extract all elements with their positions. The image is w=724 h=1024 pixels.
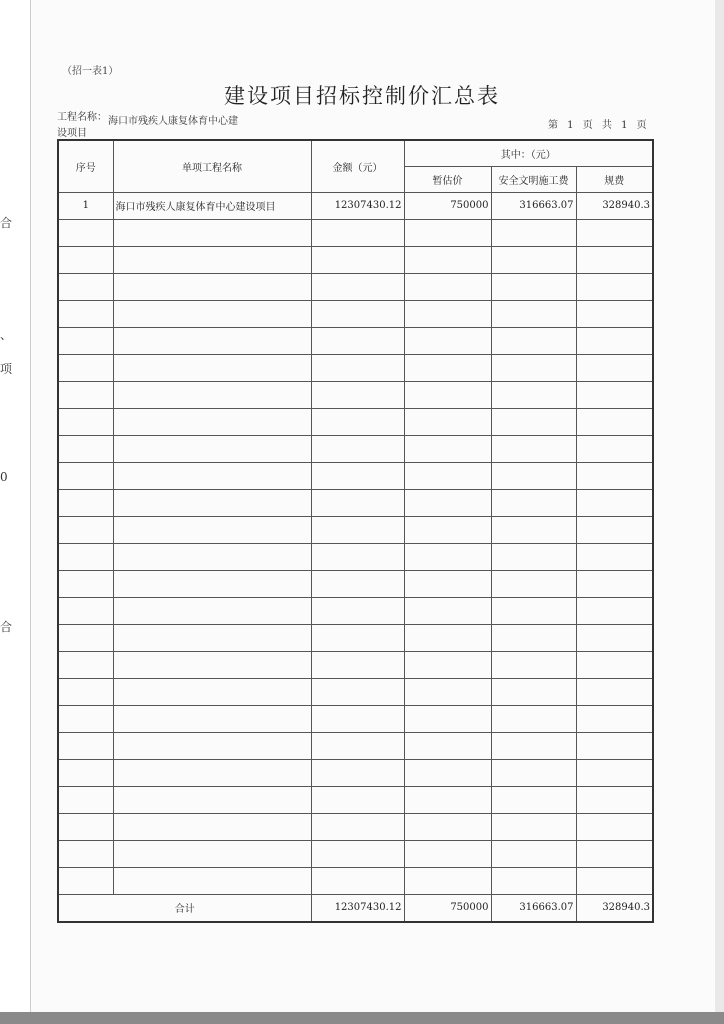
empty-table-row bbox=[58, 624, 653, 651]
empty-cell bbox=[491, 597, 576, 624]
empty-cell bbox=[311, 489, 404, 516]
empty-cell bbox=[113, 408, 311, 435]
edge-mark: 合 bbox=[0, 620, 13, 634]
empty-table-row bbox=[58, 732, 653, 759]
empty-cell bbox=[311, 840, 404, 867]
empty-table-row bbox=[58, 435, 653, 462]
empty-cell bbox=[113, 678, 311, 705]
empty-table-row bbox=[58, 300, 653, 327]
empty-cell bbox=[311, 651, 404, 678]
empty-table-row bbox=[58, 867, 653, 894]
empty-table-row bbox=[58, 813, 653, 840]
empty-table-row bbox=[58, 678, 653, 705]
empty-cell bbox=[58, 408, 113, 435]
empty-cell bbox=[404, 435, 491, 462]
empty-cell bbox=[58, 570, 113, 597]
empty-cell bbox=[576, 462, 653, 489]
empty-cell bbox=[491, 408, 576, 435]
empty-cell bbox=[58, 786, 113, 813]
total-safety: 316663.07 bbox=[491, 894, 576, 922]
empty-cell bbox=[491, 759, 576, 786]
empty-cell bbox=[113, 867, 311, 894]
empty-cell bbox=[576, 327, 653, 354]
empty-cell bbox=[113, 273, 311, 300]
edge-mark: 0 bbox=[0, 470, 8, 484]
empty-cell bbox=[113, 462, 311, 489]
empty-cell bbox=[113, 597, 311, 624]
empty-cell bbox=[58, 732, 113, 759]
empty-cell bbox=[491, 327, 576, 354]
empty-table-row bbox=[58, 489, 653, 516]
empty-cell bbox=[311, 867, 404, 894]
empty-cell bbox=[113, 759, 311, 786]
empty-cell bbox=[58, 300, 113, 327]
page-title: 建设项目招标控制价汇总表 bbox=[224, 84, 500, 108]
header-fees: 规费 bbox=[576, 166, 653, 192]
empty-cell bbox=[311, 678, 404, 705]
empty-cell bbox=[404, 219, 491, 246]
summary-table bbox=[57, 139, 654, 923]
empty-cell bbox=[58, 489, 113, 516]
empty-cell bbox=[113, 489, 311, 516]
empty-cell bbox=[58, 705, 113, 732]
empty-cell bbox=[404, 273, 491, 300]
empty-cell bbox=[576, 624, 653, 651]
empty-cell bbox=[404, 489, 491, 516]
empty-cell bbox=[113, 624, 311, 651]
empty-cell bbox=[404, 570, 491, 597]
empty-cell bbox=[404, 354, 491, 381]
page-counter: 第 1 页 共 1 页 bbox=[548, 120, 647, 131]
scan-bottom-edge bbox=[0, 1012, 724, 1024]
empty-cell bbox=[576, 651, 653, 678]
empty-table-row bbox=[58, 246, 653, 273]
empty-cell bbox=[404, 678, 491, 705]
empty-cell bbox=[404, 597, 491, 624]
empty-cell bbox=[113, 570, 311, 597]
empty-cell bbox=[576, 435, 653, 462]
empty-cell bbox=[113, 381, 311, 408]
empty-cell bbox=[58, 516, 113, 543]
empty-cell bbox=[113, 516, 311, 543]
project-label: 工程名称： bbox=[57, 112, 107, 123]
project-name: 海口市残疾人康复体育中心建 bbox=[108, 116, 238, 127]
empty-cell bbox=[491, 462, 576, 489]
empty-cell bbox=[576, 597, 653, 624]
empty-cell bbox=[113, 435, 311, 462]
header-provisional: 暂估价 bbox=[404, 166, 491, 192]
cell-fees: 328940.3 bbox=[576, 192, 653, 219]
empty-cell bbox=[404, 516, 491, 543]
empty-cell bbox=[404, 759, 491, 786]
empty-cell bbox=[58, 597, 113, 624]
empty-cell bbox=[404, 813, 491, 840]
empty-cell bbox=[311, 543, 404, 570]
empty-table-row bbox=[58, 516, 653, 543]
empty-cell bbox=[58, 867, 113, 894]
empty-cell bbox=[491, 435, 576, 462]
project-name-continued: 设项目 bbox=[57, 128, 87, 139]
empty-cell bbox=[113, 246, 311, 273]
empty-cell bbox=[404, 381, 491, 408]
form-code: （招一表1） bbox=[62, 66, 119, 77]
empty-cell bbox=[311, 516, 404, 543]
empty-cell bbox=[576, 732, 653, 759]
empty-cell bbox=[58, 678, 113, 705]
header-safety: 安全文明施工费 bbox=[491, 166, 576, 192]
empty-cell bbox=[404, 705, 491, 732]
empty-table-row bbox=[58, 786, 653, 813]
empty-table-row bbox=[58, 705, 653, 732]
empty-cell bbox=[113, 354, 311, 381]
empty-cell bbox=[491, 840, 576, 867]
empty-cell bbox=[491, 624, 576, 651]
empty-cell bbox=[576, 489, 653, 516]
edge-mark: 合 bbox=[0, 216, 13, 230]
empty-cell bbox=[113, 219, 311, 246]
empty-table-row bbox=[58, 354, 653, 381]
empty-cell bbox=[491, 300, 576, 327]
empty-cell bbox=[404, 651, 491, 678]
total-row bbox=[58, 894, 653, 922]
empty-cell bbox=[58, 327, 113, 354]
empty-cell bbox=[311, 408, 404, 435]
empty-cell bbox=[311, 786, 404, 813]
empty-cell bbox=[113, 786, 311, 813]
header-project-name: 单项工程名称 bbox=[113, 140, 311, 192]
cell-safety: 316663.07 bbox=[491, 192, 576, 219]
empty-cell bbox=[311, 624, 404, 651]
empty-cell bbox=[491, 813, 576, 840]
empty-cell bbox=[576, 543, 653, 570]
empty-cell bbox=[311, 381, 404, 408]
empty-cell bbox=[576, 246, 653, 273]
empty-cell bbox=[58, 840, 113, 867]
empty-cell bbox=[491, 219, 576, 246]
empty-cell bbox=[404, 543, 491, 570]
empty-cell bbox=[404, 408, 491, 435]
header-seq: 序号 bbox=[58, 140, 113, 192]
empty-cell bbox=[491, 705, 576, 732]
empty-cell bbox=[491, 867, 576, 894]
empty-table-row bbox=[58, 327, 653, 354]
empty-cell bbox=[576, 678, 653, 705]
empty-table-row bbox=[58, 219, 653, 246]
empty-cell bbox=[491, 354, 576, 381]
empty-cell bbox=[404, 246, 491, 273]
empty-cell bbox=[58, 435, 113, 462]
empty-cell bbox=[491, 543, 576, 570]
empty-table-row bbox=[58, 543, 653, 570]
empty-table-row bbox=[58, 840, 653, 867]
empty-cell bbox=[404, 624, 491, 651]
empty-cell bbox=[113, 732, 311, 759]
empty-cell bbox=[311, 462, 404, 489]
empty-rows bbox=[58, 219, 653, 894]
empty-cell bbox=[576, 786, 653, 813]
edge-mark: 项 bbox=[0, 362, 13, 376]
empty-cell bbox=[576, 273, 653, 300]
empty-cell bbox=[404, 300, 491, 327]
empty-table-row bbox=[58, 273, 653, 300]
edge-mark: 、 bbox=[0, 328, 13, 342]
empty-table-row bbox=[58, 759, 653, 786]
empty-cell bbox=[404, 462, 491, 489]
empty-cell bbox=[58, 219, 113, 246]
empty-cell bbox=[311, 246, 404, 273]
empty-cell bbox=[113, 327, 311, 354]
total-label: 合计 bbox=[58, 894, 311, 922]
empty-cell bbox=[491, 732, 576, 759]
empty-cell bbox=[113, 543, 311, 570]
empty-cell bbox=[576, 867, 653, 894]
cell-seq: 1 bbox=[58, 192, 113, 219]
empty-cell bbox=[491, 516, 576, 543]
empty-cell bbox=[311, 813, 404, 840]
empty-cell bbox=[311, 300, 404, 327]
empty-cell bbox=[58, 246, 113, 273]
empty-cell bbox=[576, 705, 653, 732]
empty-cell bbox=[491, 678, 576, 705]
empty-cell bbox=[58, 543, 113, 570]
empty-cell bbox=[576, 570, 653, 597]
empty-cell bbox=[311, 219, 404, 246]
empty-cell bbox=[491, 273, 576, 300]
empty-cell bbox=[311, 597, 404, 624]
empty-cell bbox=[311, 732, 404, 759]
empty-cell bbox=[491, 786, 576, 813]
empty-cell bbox=[491, 489, 576, 516]
empty-cell bbox=[311, 705, 404, 732]
empty-cell bbox=[404, 840, 491, 867]
empty-cell bbox=[58, 381, 113, 408]
empty-cell bbox=[311, 327, 404, 354]
empty-table-row bbox=[58, 570, 653, 597]
empty-cell bbox=[58, 759, 113, 786]
empty-cell bbox=[576, 813, 653, 840]
empty-cell bbox=[404, 732, 491, 759]
total-amount: 12307430.12 bbox=[311, 894, 404, 922]
empty-cell bbox=[576, 408, 653, 435]
empty-cell bbox=[576, 840, 653, 867]
empty-cell bbox=[58, 273, 113, 300]
cell-provisional: 750000 bbox=[404, 192, 491, 219]
header-amount: 金额（元） bbox=[311, 140, 404, 192]
scan-left-margin bbox=[0, 0, 30, 1024]
empty-table-row bbox=[58, 597, 653, 624]
empty-cell bbox=[404, 786, 491, 813]
empty-cell bbox=[576, 516, 653, 543]
empty-cell bbox=[404, 867, 491, 894]
cell-amount: 12307430.12 bbox=[311, 192, 404, 219]
empty-cell bbox=[491, 381, 576, 408]
header-among: 其中：（元） bbox=[404, 140, 653, 166]
empty-cell bbox=[576, 300, 653, 327]
empty-cell bbox=[311, 570, 404, 597]
empty-cell bbox=[491, 651, 576, 678]
empty-cell bbox=[113, 651, 311, 678]
empty-cell bbox=[576, 759, 653, 786]
empty-table-row bbox=[58, 462, 653, 489]
empty-cell bbox=[113, 705, 311, 732]
empty-cell bbox=[113, 840, 311, 867]
empty-cell bbox=[491, 570, 576, 597]
empty-cell bbox=[113, 300, 311, 327]
table-row bbox=[58, 192, 653, 219]
empty-cell bbox=[113, 813, 311, 840]
empty-cell bbox=[491, 246, 576, 273]
empty-cell bbox=[576, 219, 653, 246]
total-provisional: 750000 bbox=[404, 894, 491, 922]
empty-cell bbox=[311, 273, 404, 300]
empty-cell bbox=[58, 462, 113, 489]
empty-cell bbox=[311, 435, 404, 462]
empty-table-row bbox=[58, 381, 653, 408]
empty-cell bbox=[58, 354, 113, 381]
empty-cell bbox=[58, 813, 113, 840]
cell-project-name: 海口市残疾人康复体育中心建设项目 bbox=[113, 192, 311, 219]
total-fees: 328940.3 bbox=[576, 894, 653, 922]
empty-cell bbox=[576, 381, 653, 408]
empty-table-row bbox=[58, 408, 653, 435]
empty-cell bbox=[58, 651, 113, 678]
empty-cell bbox=[311, 354, 404, 381]
empty-table-row bbox=[58, 651, 653, 678]
empty-cell bbox=[311, 759, 404, 786]
empty-cell bbox=[404, 327, 491, 354]
empty-cell bbox=[576, 354, 653, 381]
empty-cell bbox=[58, 624, 113, 651]
